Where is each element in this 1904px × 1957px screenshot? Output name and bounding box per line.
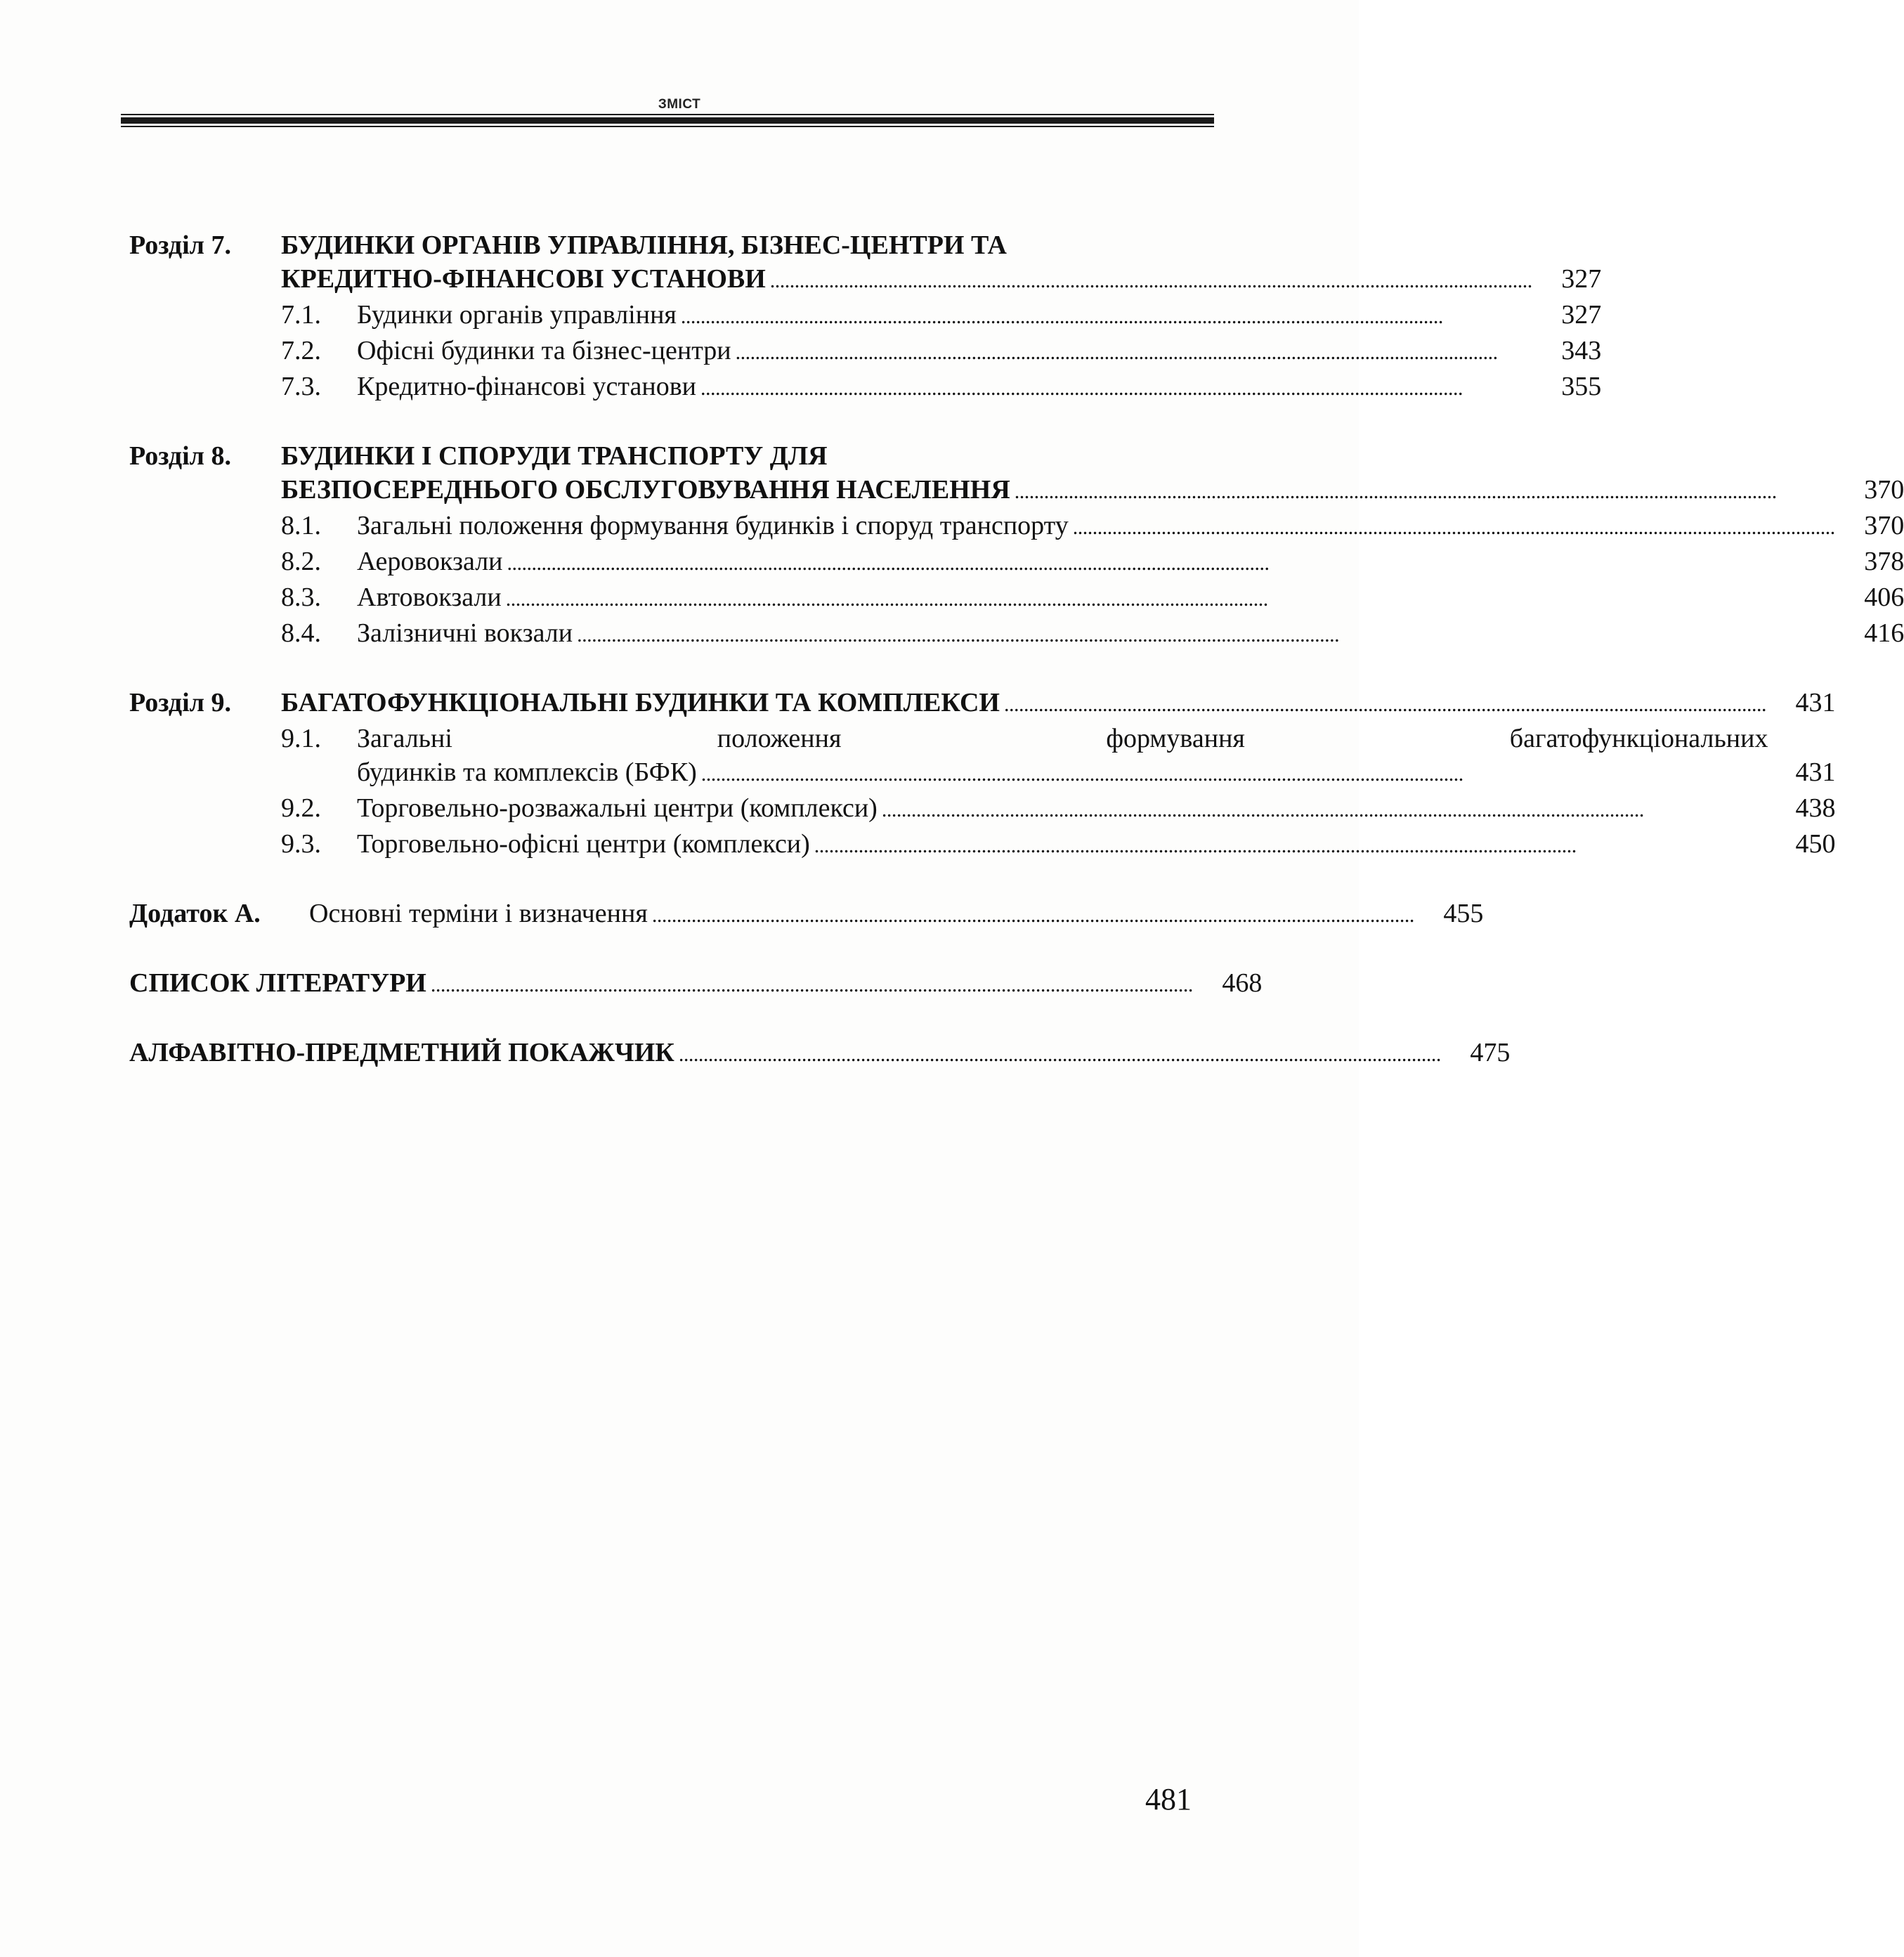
toc-section-9: [129, 686, 1836, 863]
section-title-line: КРЕДИТНО-ФІНАНСОВІ УСТАНОВИ: [281, 264, 766, 294]
toc-bibliography: [129, 966, 1263, 1002]
appendix-title: Основні терміни і визначення: [309, 899, 648, 928]
page-number: 406: [1864, 583, 1904, 612]
toc-subsection: [281, 334, 1601, 370]
header-rule: [121, 114, 1214, 115]
subsection-number: 7.2.: [281, 336, 321, 365]
toc-subsection: [281, 298, 1601, 334]
section-title-line: БЕЗПОСЕРЕДНЬОГО ОБСЛУГОВУВАННЯ НАСЕЛЕННЯ: [281, 475, 1010, 505]
subsection-title: Аеровокзали: [357, 547, 503, 576]
subsection-number: 7.1.: [281, 300, 321, 330]
toc-subsection: [281, 616, 1904, 652]
section-title-line: БУДИНКИ ОРГАНІВ УПРАВЛІННЯ, БІЗНЕС-ЦЕНТРИ ТА: [281, 230, 1007, 260]
page-folio-number: 481: [1145, 1782, 1192, 1816]
section-title-line: БАГАТОФУНКЦІОНАЛЬНІ БУДИНКИ ТА КОМПЛЕКСИ: [281, 688, 1000, 717]
page-number: 327: [1561, 300, 1602, 330]
subsection-title: Торговельно-розважальні центри (комплекси): [357, 793, 878, 823]
dot-leader: [700, 370, 1530, 405]
subsection-number: 8.1.: [281, 511, 321, 540]
page-number: 416: [1864, 618, 1904, 648]
page-number: 438: [1795, 793, 1836, 823]
dot-leader: [681, 298, 1530, 334]
dot-leader: [736, 334, 1530, 370]
dot-leader: [1073, 509, 1833, 545]
toc-subsection: [281, 827, 1835, 863]
page-number: 370: [1864, 475, 1904, 505]
bibliography-title: СПИСОК ЛІТЕРАТУРИ: [129, 968, 426, 998]
toc-subsection: [281, 722, 1835, 791]
toc-appendix: [129, 897, 1484, 932]
page-number: 450: [1795, 829, 1836, 859]
subsection-number: 8.2.: [281, 547, 321, 576]
running-header: ЗМІСТ: [658, 97, 701, 112]
subsection-title: Кредитно-фінансові установи: [357, 372, 696, 401]
toc-subsection: [281, 370, 1601, 405]
header-rule-bottom: [121, 126, 1214, 127]
index-title: АЛФАВІТНО-ПРЕДМЕТНИЙ ПОКАЖЧИК: [129, 1038, 674, 1067]
subsection-title: Торговельно-офісні центри (комплекси): [357, 829, 810, 859]
section-label: Розділ 8.: [129, 441, 231, 471]
subsection-title: Залізничні вокзали: [357, 618, 573, 648]
dot-leader: [1004, 686, 1764, 722]
section-title-line: БУДИНКИ І СПОРУДИ ТРАНСПОРТУ ДЛЯ: [281, 441, 828, 471]
dot-leader: [431, 966, 1191, 1002]
page-number: 431: [1795, 758, 1836, 787]
page-number: 378: [1864, 547, 1904, 576]
subsection-number: 7.3.: [281, 372, 321, 401]
subsection-title: Загальні положення формування будинків і споруд транспорту: [357, 511, 1069, 540]
toc-subsection: [281, 545, 1904, 580]
subsection-title-word: формування: [1106, 724, 1245, 753]
dot-leader: [882, 791, 1764, 827]
toc-subsection: [281, 791, 1835, 827]
dot-leader: [507, 545, 1833, 580]
page-number: 475: [1470, 1038, 1511, 1067]
subsection-title-wrap: [357, 722, 1835, 755]
page-number: 355: [1561, 372, 1602, 401]
page-number: 455: [1443, 899, 1484, 928]
section-label: Розділ 9.: [129, 688, 231, 717]
dot-leader: [652, 897, 1412, 932]
subsection-title: Автовокзали: [357, 583, 502, 612]
toc-section-8: [129, 439, 1904, 652]
page-number: 468: [1222, 968, 1263, 998]
page-number: 370: [1864, 511, 1904, 540]
toc-section-7: [129, 228, 1602, 405]
subsection-number: 9.1.: [281, 724, 321, 753]
dot-leader: [1015, 473, 1833, 509]
dot-leader: [679, 1036, 1439, 1072]
dot-leader: [506, 580, 1833, 616]
toc-subsection: [281, 580, 1904, 616]
toc-subsection: [281, 509, 1904, 545]
subsection-number: 9.2.: [281, 793, 321, 823]
subsection-number: 9.3.: [281, 829, 321, 859]
section-label: Розділ 7.: [129, 230, 231, 260]
header-rule-thick: [121, 117, 1214, 124]
subsection-title: Будинки органів управління: [357, 300, 677, 330]
dot-leader: [814, 827, 1764, 863]
table-of-contents: [129, 228, 1904, 1072]
subsection-title-word: Загальні: [357, 724, 452, 753]
subsection-number: 8.3.: [281, 583, 321, 612]
subsection-title-word: положення: [717, 724, 842, 753]
subsection-title: будинків та комплексів (БФК): [357, 758, 697, 787]
subsection-number: 8.4.: [281, 618, 321, 648]
subsection-title: Офісні будинки та бізнес-центри: [357, 336, 731, 365]
page-number: 431: [1795, 688, 1836, 717]
dot-leader: [701, 755, 1764, 791]
toc-index: [129, 1036, 1511, 1072]
dot-leader: [770, 262, 1530, 298]
subsection-title-word: багатофункціональних: [1509, 724, 1768, 753]
dot-leader: [577, 616, 1832, 652]
page-number: 327: [1561, 264, 1602, 294]
appendix-label: Додаток А.: [129, 899, 261, 928]
page-number: 343: [1561, 336, 1602, 365]
